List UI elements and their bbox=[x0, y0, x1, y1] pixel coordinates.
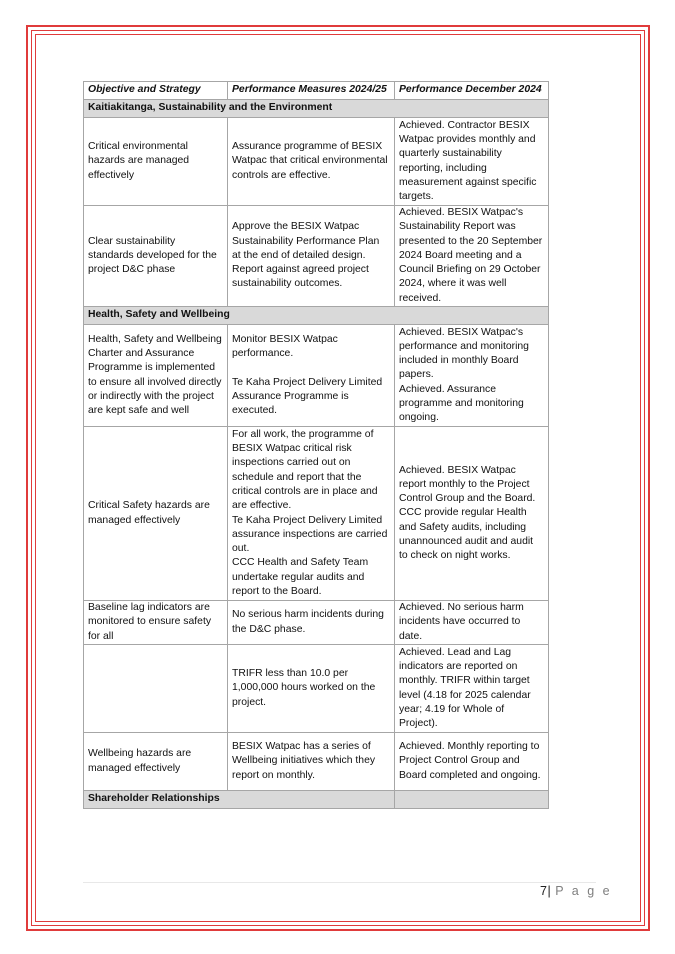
page-label: P a g e bbox=[555, 884, 613, 898]
objective-cell: Wellbeing hazards are managed effectively bbox=[84, 733, 228, 791]
measure-cell: BESIX Watpac has a series of Wellbeing initiatives which they report on monthly. bbox=[228, 733, 395, 791]
performance-cell: Achieved. Lead and Lag indicators are reported on monthly. TRIFR within target level (4.18 for 2025 calendar year; 4.19 for Whole of Project). bbox=[395, 645, 549, 733]
section-title: Kaitiakitanga, Sustainability and the Environment bbox=[84, 100, 549, 118]
section-title: Shareholder Relationships bbox=[84, 791, 395, 809]
page-number-separator: | bbox=[547, 884, 552, 898]
table-header-row bbox=[84, 82, 549, 100]
footer-divider bbox=[83, 882, 596, 883]
section-row bbox=[84, 791, 549, 809]
page-number bbox=[540, 884, 612, 898]
measure-cell: Monitor BESIX Watpac performance. Te Kaha Project Delivery Limited Assurance Programme is executed. bbox=[228, 325, 395, 427]
performance-table bbox=[83, 81, 549, 809]
objective-cell: Critical Safety hazards are managed effectively bbox=[84, 427, 228, 601]
table-row bbox=[84, 206, 549, 307]
table-row bbox=[84, 601, 549, 645]
performance-cell: Achieved. No serious harm incidents have occurred to date. bbox=[395, 601, 549, 645]
header-measures: Performance Measures 2024/25 bbox=[228, 82, 395, 100]
objective-cell: Health, Safety and Wellbeing Charter and Assurance Programme is implemented to ensure all involved directly or indirectly with the project are kept safe and well bbox=[84, 325, 228, 427]
table-row bbox=[84, 733, 549, 791]
performance-cell: Achieved. BESIX Watpac's Sustainability Report was presented to the 20 September 2024 Board meeting and a Council Briefing on 29 October 2024, where it was well received. bbox=[395, 206, 549, 307]
section-row bbox=[84, 100, 549, 118]
objective-cell: Clear sustainability standards developed for the project D&C phase bbox=[84, 206, 228, 307]
measure-cell: For all work, the programme of BESIX Watpac critical risk inspections carried out on schedule and report that the critical controls are in place and are effective. Te Kaha Project Delivery Limited assurance inspections are carried out. CCC Health and Safety Team undertake regular audits and report to the Board. bbox=[228, 427, 395, 601]
objective-cell: Baseline lag indicators are monitored to ensure safety for all bbox=[84, 601, 228, 645]
table-row bbox=[84, 427, 549, 601]
measure-cell: TRIFR less than 10.0 per 1,000,000 hours worked on the project. bbox=[228, 645, 395, 733]
section-row bbox=[84, 307, 549, 325]
section-title: Health, Safety and Wellbeing bbox=[84, 307, 549, 325]
performance-cell: Achieved. Monthly reporting to Project Control Group and Board completed and ongoing. bbox=[395, 733, 549, 791]
performance-cell: Achieved. BESIX Watpac's performance and monitoring included in monthly Board papers. Achieved. Assurance programme and monitoring ongoing. bbox=[395, 325, 549, 427]
header-objective: Objective and Strategy bbox=[84, 82, 228, 100]
table-row bbox=[84, 118, 549, 206]
section-title-continuation bbox=[395, 791, 549, 809]
header-performance: Performance December 2024 bbox=[395, 82, 549, 100]
page-number-value: 7 bbox=[540, 884, 548, 898]
measure-cell: No serious harm incidents during the D&C phase. bbox=[228, 601, 395, 645]
objective-cell bbox=[84, 645, 228, 733]
table-row bbox=[84, 645, 549, 733]
table-row bbox=[84, 325, 549, 427]
measure-cell: Approve the BESIX Watpac Sustainability Performance Plan at the end of detailed design. Report against agreed project sustainability outcomes. bbox=[228, 206, 395, 307]
measure-cell: Assurance programme of BESIX Watpac that critical environmental controls are effective. bbox=[228, 118, 395, 206]
performance-cell: Achieved. BESIX Watpac report monthly to the Project Control Group and the Board. CCC provide regular Health and Safety audits, including unannounced audit and audit to check on night works. bbox=[395, 427, 549, 601]
performance-cell: Achieved. Contractor BESIX Watpac provides monthly and quarterly sustainability reporting, including measurement against specific targets. bbox=[395, 118, 549, 206]
objective-cell: Critical environmental hazards are managed effectively bbox=[84, 118, 228, 206]
